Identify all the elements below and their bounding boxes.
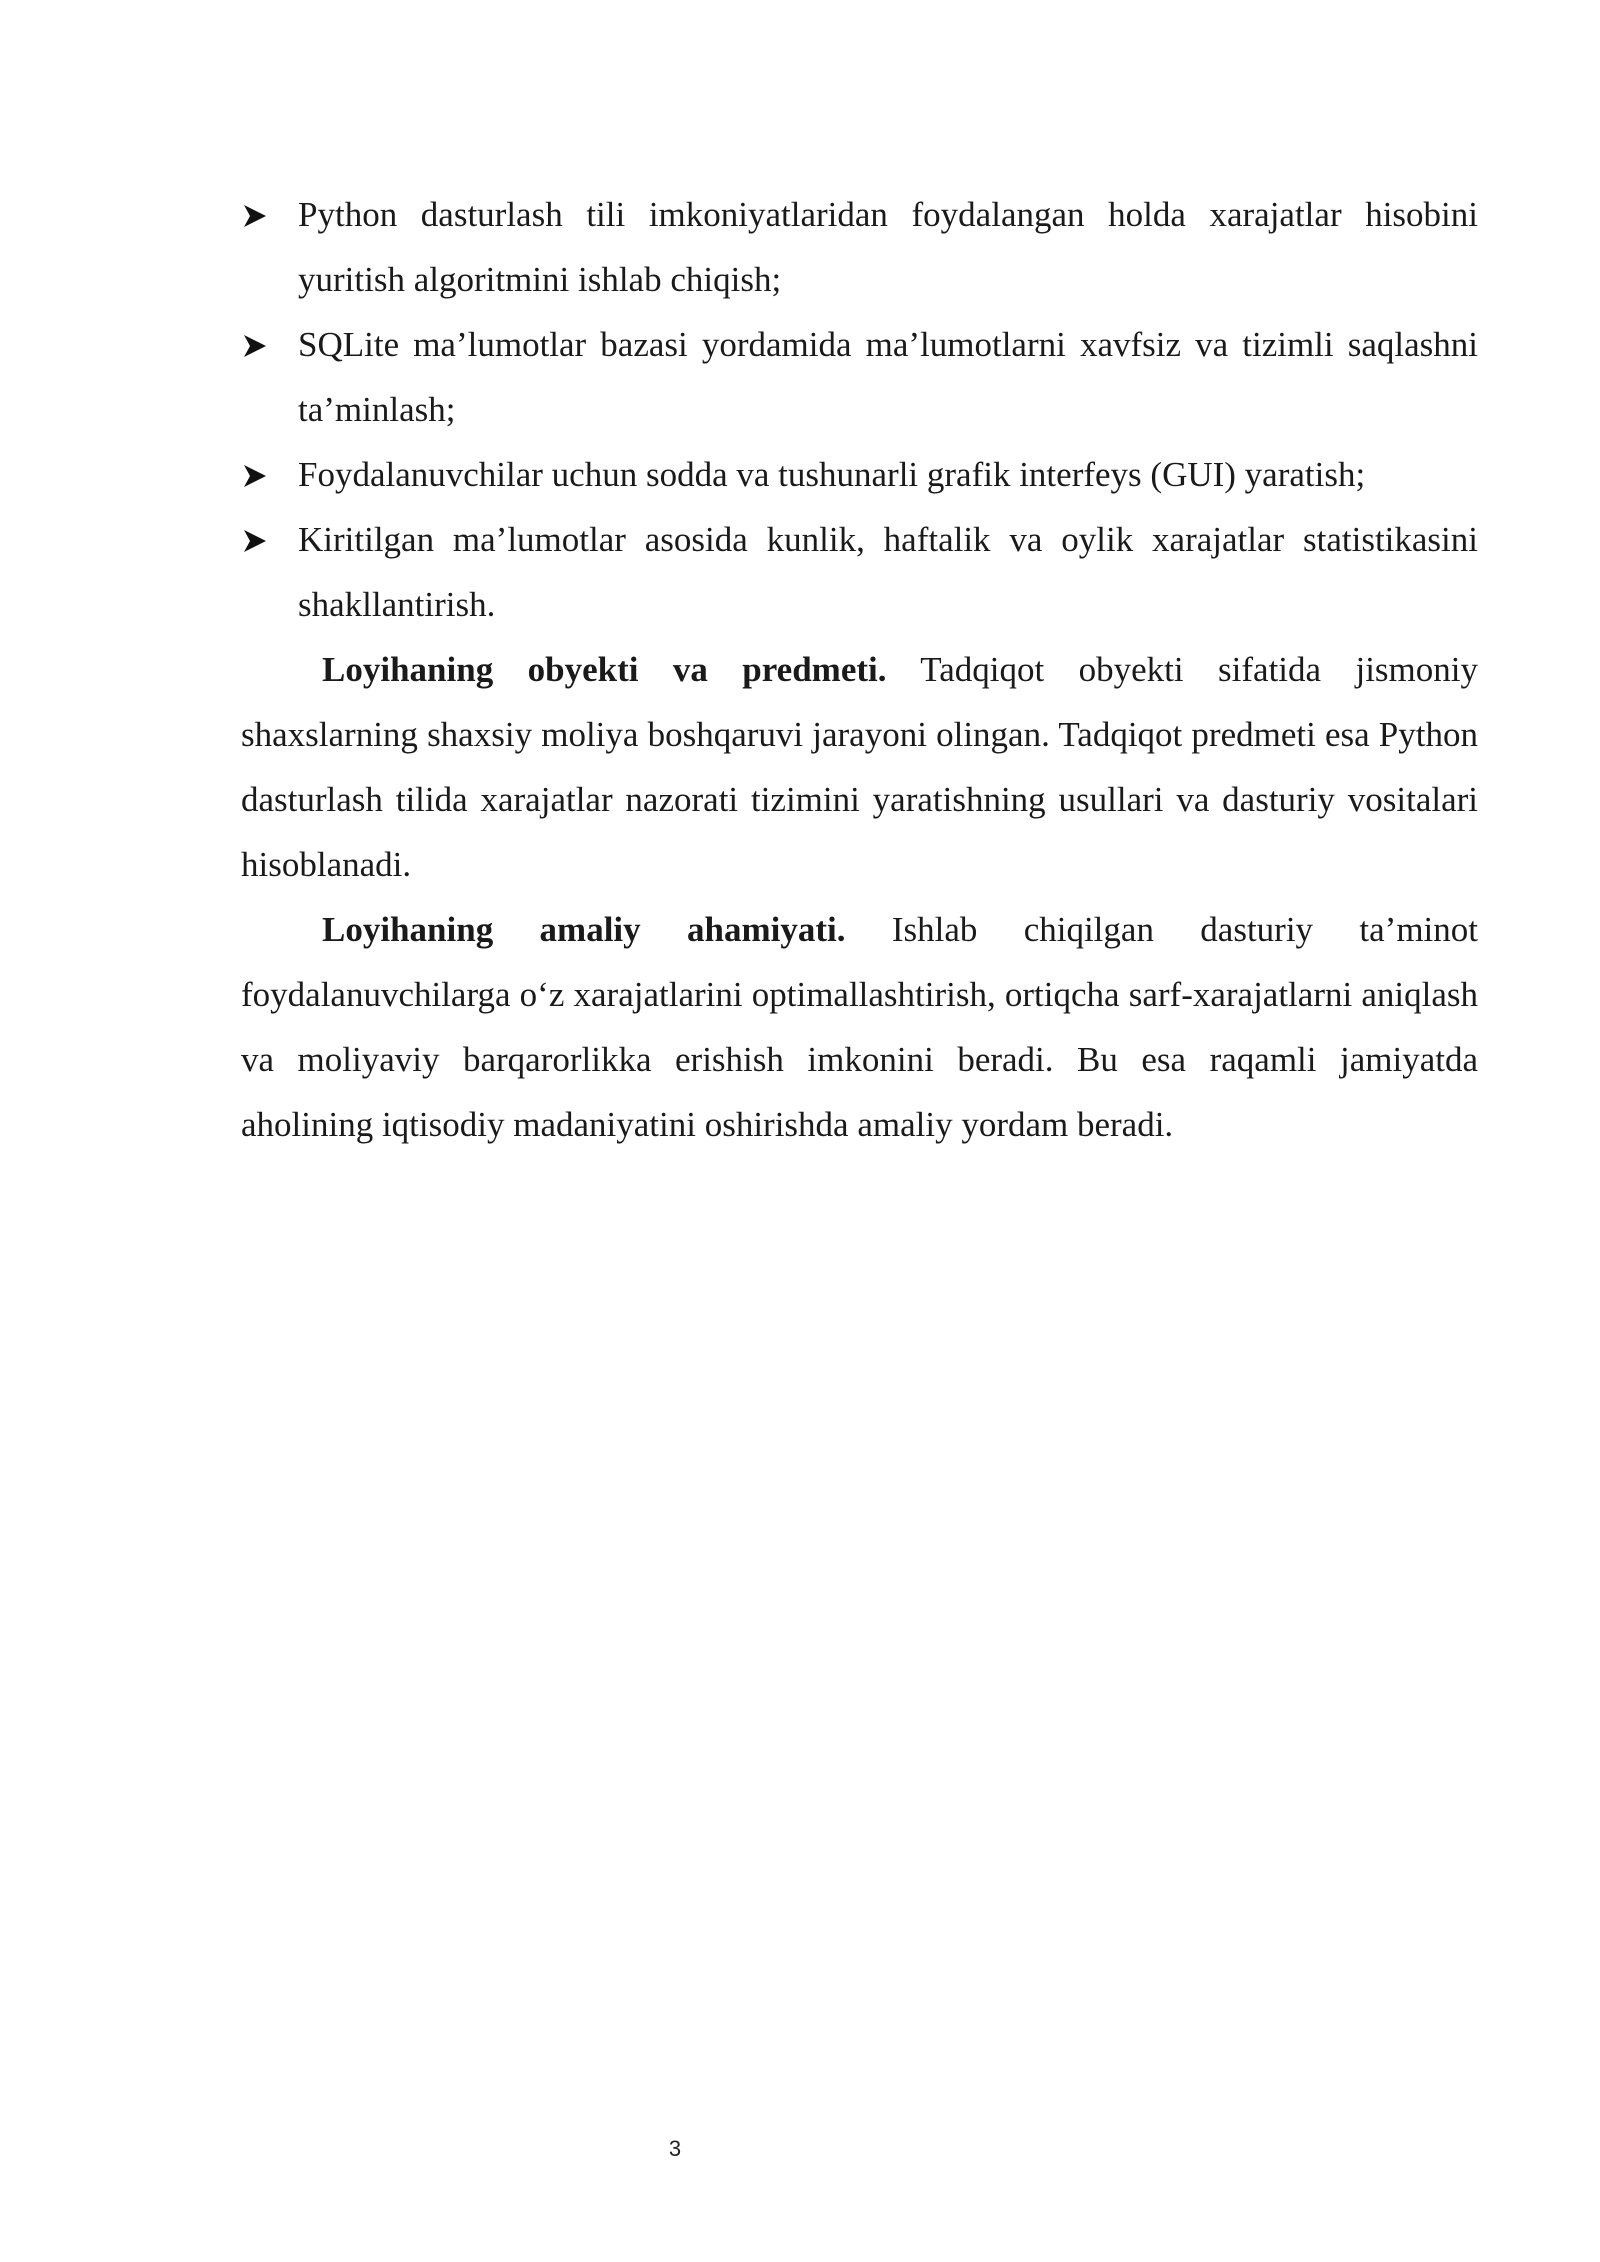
bullet-item [241, 442, 1478, 507]
arrowhead-bullet-icon [243, 334, 267, 358]
bullet-text: SQLite ma’lumotlar bazasi yordamida ma’lumotlarni xavfsiz va tizimli saqlashni ta’minlash; [298, 325, 1478, 429]
paragraph-heading: Loyihaning obyekti va predmeti. [322, 650, 887, 689]
page-number: 3 [668, 2136, 682, 2161]
page-content [241, 182, 1478, 1157]
bullet-item [241, 312, 1478, 442]
arrowhead-bullet-icon [243, 464, 267, 488]
arrowhead-bullet-icon [243, 204, 267, 228]
paragraph-heading: Loyihaning amaliy ahamiyati. [322, 910, 846, 949]
bullet-item [241, 507, 1478, 637]
goals-bullet-list [241, 182, 1478, 637]
paragraph-text: Tadqiqot obyekti sifatida jismoniy shaxslarning shaxsiy moliya boshqaruvi jarayoni olingan. Tadqiqot predmeti esa Python dasturlash tilida xarajatlar nazorati tizimini yaratishning usullari va dasturiy vositalari hisoblanadi. [241, 650, 1478, 884]
paragraph-text: Ishlab chiqilgan dasturiy ta’minot foydalanuvchilarga o‘z xarajatlarini optimallashtirish, ortiqcha sarf-xarajatlarni aniqlash va moliyaviy barqarorlikka erishish imkonini beradi. Bu esa raqamli jamiyatda aholining iqtisodiy madaniyatini oshirishda amaliy yordam beradi. [241, 910, 1478, 1144]
practical-significance-paragraph [241, 897, 1478, 1157]
bullet-text: Python dasturlash tili imkoniyatlaridan foydalangan holda xarajatlar hisobini yuritish algoritmini ishlab chiqish; [298, 195, 1478, 299]
bullet-item [241, 182, 1478, 312]
arrowhead-bullet-icon [243, 529, 267, 553]
bullet-text: Foydalanuvchilar uchun sodda va tushunarli grafik interfeys (GUI) yaratish; [298, 455, 1366, 494]
bullet-text: Kiritilgan ma’lumotlar asosida kunlik, haftalik va oylik xarajatlar statistikasini shakllantirish. [298, 520, 1478, 624]
object-subject-paragraph [241, 637, 1478, 897]
